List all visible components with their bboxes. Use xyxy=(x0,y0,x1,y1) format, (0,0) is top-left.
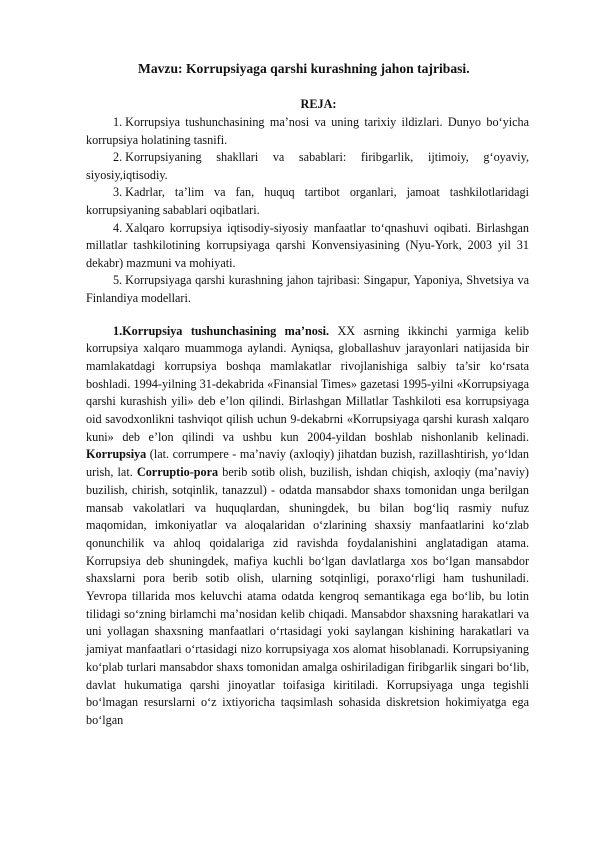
plan-item-text: Kadrlar, ta’lim va fan, huquq tartibot organlari, jamoat tashkilotlaridagi korrupsiyaning sabablari oqibatlari. xyxy=(86,185,529,217)
paragraph-text: berib sotib olish, buzilish, ishdan chiqish, axloqiy (ma’naviy) buzilish, chirish, sotqinlik, tanazzul) - odatda mansabdor shaxs tomonidan unga berilgan mansab vakolatlari va huquqlardan, shuningdek, bu bilan bog‘liq rasmiy nufuz maqomidan, imkoniyatlar va aloqalaridan o‘zlarining shaxsiy manfaatlarini ko‘zlab qonunchilik va ahloq qoidalariga zid ravishda foydalanishini anglatadigan atama. Korrupsiya deb shuningdek, mafiya kuchli bo‘lgan davlatlarga xos bo‘lgan mansabdor shaxslarni pora berib sotib olish, ularning sotqinligi, poraxo‘rligi ham tushuniladi. Yevropa tillarida mos keluvchi atama odatda kengroq semantikaga ega bo‘lib, bu lotin tilidagi so‘zning birlamchi ma’nosidan kelib chiqadi. Mansabdor shaxsning harakatlari va uni yollagan shaxsning manfaatlari o‘rtasidagi yoki saylangan kishining harakatlari va jamiyat manfaatlari o‘rtasidagi nizo korrupsiyaga xos alomat hisoblanadi. Korrupsiyaning ko‘plab turlari mansabdor shaxs tomonidan amalga oshiriladigan firibgarlik singari bo‘lib, davlat hukumatiga qarshi jinoyatlar toifasiga kiritiladi. Korrupsiyaga unga tegishli bo‘lmagan resurslarni o‘z ixtiyoricha taqsimlash sohasida diskretsion hokimiyatga ega bo‘lgan xyxy=(86,465,529,727)
plan-heading: REJA: xyxy=(300,97,337,111)
plan-item-text: Xalqaro korrupsiya iqtisodiy-siyosiy manfaatlar to‘qnashuvi oqibati. Birlashgan millatlar tashkilotining korrupsiyaga qarshi Konvensiyasining (Nyu-York, 2003 yil 31 dekabr) mazmuni va mohiyati. xyxy=(86,220,529,270)
plan-item xyxy=(86,114,529,149)
plan-item-number: 5. xyxy=(113,273,123,288)
plan-item-text: Korrupsiyaga qarshi kurashning jahon tajribasi: Singapur, Yaponiya, Shvetsiya va Finlandiya modellari. xyxy=(86,273,529,305)
paragraph-text: XX asrning ikkinchi yarmiga kelib korrupsiya xalqaro muammoga aylandi. Ayniqsa, globallashuv jarayonlari natijasida bir mamlakatdagi korrupsiya boshqa mamlakatlar rivojlanishiga salbiy ta’sir ko‘rsata boshladi. 1994-yilning 31-dekabrida «Finansial Times» gazetasi 1995-yilni «Korrupsiyaga qarshi kurashish yili» deb e’lon qilindi. Birlashgan Millatlar Tashkiloti esa korrupsiyaga oid savodxonlikni tashviqot qilish uchun 9-dekabrni «Korrupsiyaga qarshi kurash xalqaro kuni» deb e’lon qilindi va ushbu kun 2004-yildan boshlab nishonlanib kelinadi. xyxy=(86,323,529,444)
plan-item-number: 4. xyxy=(113,220,123,235)
term-korrupsiya: Korrupsiya xyxy=(86,447,147,462)
document-title: Mavzu: Korrupsiyaga qarshi kurashning jahon tajribasi. xyxy=(138,61,470,76)
document-page xyxy=(86,60,529,730)
section-paragraph xyxy=(86,323,529,730)
term-corruptio-pora: Corruptio-pora xyxy=(136,465,219,480)
plan-item xyxy=(86,272,529,307)
section-heading: 1.Korrupsiya tushunchasining ma’nosi. xyxy=(113,323,330,338)
plan-item xyxy=(86,220,529,273)
plan-item xyxy=(86,149,529,184)
plan-item-number: 3. xyxy=(113,185,123,200)
plan-list xyxy=(86,114,529,308)
plan-item-text: Korrupsiya tushunchasining ma’nosi va uning tarixiy ildizlari. Dunyo bo‘yicha korrupsiya holatining tasnifi. xyxy=(86,115,529,147)
plan-item-number: 1. xyxy=(113,115,123,129)
paragraph-text: (lat. corrumpere - ma’naviy (axloqiy) jihatdan buzish, razillashtirish, yo‘ldan urish, lat. xyxy=(86,447,529,480)
plan-item-text: Korrupsiyaning shakllari va sabablari: firibgarlik, ijtimoiy, g‘oyaviy, siyosiy,iqtisodiy. xyxy=(86,150,529,182)
plan-item-number: 2. xyxy=(113,150,123,165)
plan-item xyxy=(86,184,529,219)
